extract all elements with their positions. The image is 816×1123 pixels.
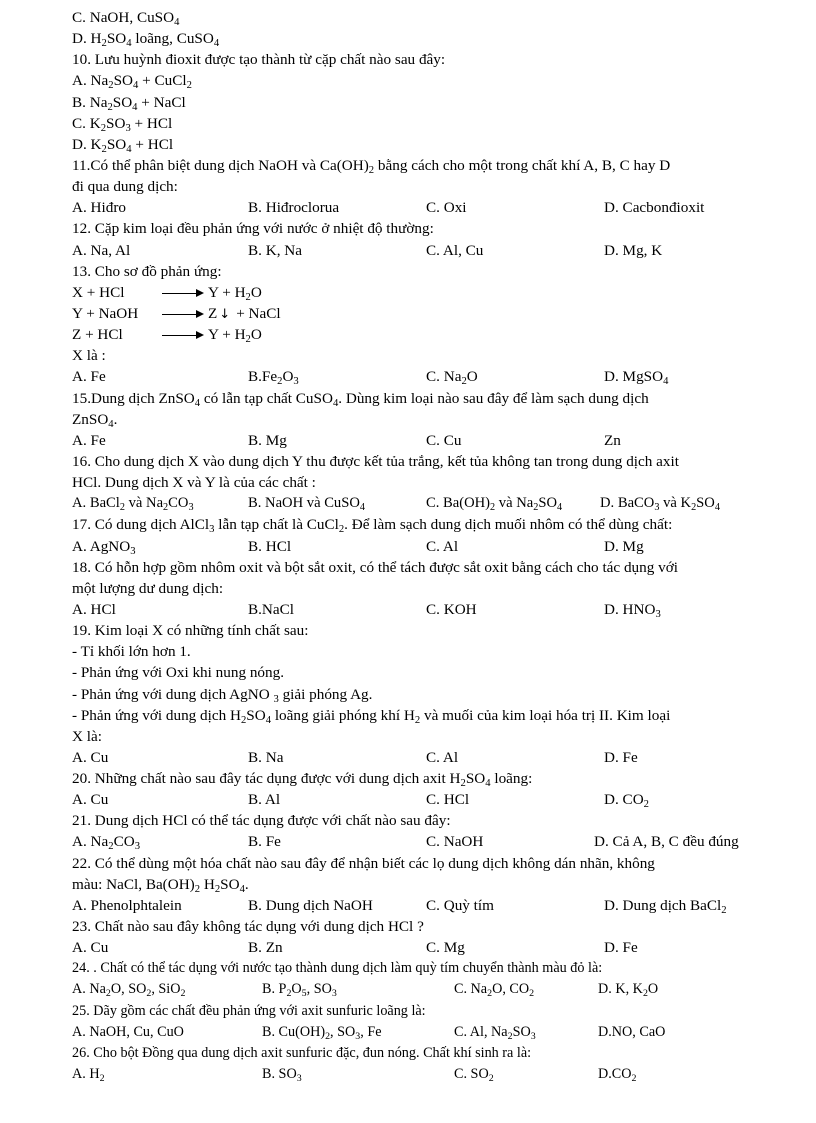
text-line: - Phản ứng với dung dịch AgNO $_3$ giải phóng Ag. bbox=[72, 685, 373, 705]
answer-option: C. Al, Cu bbox=[426, 241, 484, 259]
answer-option: C. Mg bbox=[426, 939, 465, 957]
answer-option: C. $SO_2$ bbox=[454, 1066, 494, 1085]
answer-option: B.NaCl bbox=[248, 600, 294, 618]
answer-option: C. Al, $Na_2SO_3$ bbox=[454, 1023, 536, 1042]
answer-option: A. $Na_2O$, $SO_2$, SiO$_2$ bbox=[72, 981, 186, 1000]
options-row bbox=[72, 895, 772, 916]
answer-option: B. $Cu(OH)_2$, $SO_3$, Fe bbox=[262, 1023, 382, 1042]
answer-option: D. $CO_2$ bbox=[604, 791, 649, 811]
text-line: A. $Na_2SO_4$ + CuCl$_2$ bbox=[72, 72, 192, 92]
text-line: - Tỉ khối lớn hơn 1. bbox=[72, 643, 191, 661]
answer-option: A. Cu bbox=[72, 791, 109, 809]
answer-option: D. Mg bbox=[604, 537, 644, 555]
answer-option: D. Mg, K bbox=[604, 241, 663, 259]
answer-option: B. Na bbox=[248, 748, 284, 766]
options-row bbox=[72, 831, 772, 852]
text-line: C. $K_2SO_3$ + HCl bbox=[72, 114, 173, 134]
answer-option: C. KOH bbox=[426, 600, 477, 618]
products: $Y + H_2O$ bbox=[208, 326, 262, 346]
answer-option: C. Cu bbox=[426, 431, 462, 449]
options-row bbox=[72, 366, 772, 387]
text-line: 24. . Chất có thể tác dụng với nước tạo thành dung dịch làm quỳ tím chuyển thành màu đỏ là: bbox=[72, 960, 603, 977]
text-line: D. $H_2SO_4$ loãng, CuSO$_4$ bbox=[72, 30, 220, 50]
answer-option: A. Fe bbox=[72, 368, 106, 386]
answer-option: B. Dung dịch NaOH bbox=[248, 896, 373, 914]
options-row bbox=[72, 599, 772, 620]
options-row bbox=[72, 1064, 772, 1085]
text-line: C. NaOH, CuSO$_4$ bbox=[72, 9, 180, 28]
answer-option: C. Al bbox=[426, 537, 459, 555]
answer-option: D. Fe bbox=[604, 748, 638, 766]
answer-option: D. $HNO_3$ bbox=[604, 600, 661, 620]
text-line: 13. Cho sơ đồ phản ứng: bbox=[72, 262, 222, 280]
text-line: 18. Có hỗn hợp gồm nhôm oxit và bột sắt oxit, có thể tách được sắt oxit bằng cách cho tác dụng với bbox=[72, 558, 678, 576]
answer-option: A. Fe bbox=[72, 431, 106, 449]
text-line: đi qua dung dịch: bbox=[72, 178, 178, 196]
reaction-line bbox=[72, 282, 772, 303]
reaction-arrow-icon bbox=[154, 303, 208, 324]
answer-option: A. NaOH, Cu, CuO bbox=[72, 1023, 184, 1040]
text-line: 16. Cho dung dịch X vào dung dịch Y thu được kết tủa trắng, kết tủa không tan trong dung dịch axit bbox=[72, 452, 679, 470]
answer-option: $B.Fe_2O_3$ bbox=[248, 368, 299, 388]
reactants: X + HCl bbox=[72, 283, 125, 301]
answer-option: D. Dung dịch BaCl$_2$ bbox=[604, 896, 727, 916]
text-line: 25. Dãy gồm các chất đều phản ứng với axit sunfuric loãng là: bbox=[72, 1002, 426, 1019]
answer-option: D. K, $K_2O$ bbox=[598, 981, 659, 1000]
answer-option: D. BaCO$_3$ và $K_2SO_4$ bbox=[600, 495, 720, 514]
answer-option: A. Cu bbox=[72, 748, 109, 766]
answer-option: B. Al bbox=[248, 791, 281, 809]
answer-option: D. Cacbonđioxit bbox=[604, 199, 705, 217]
answer-option: A. HCl bbox=[72, 600, 116, 618]
answer-option: A. Hiđro bbox=[72, 199, 126, 217]
answer-option: D. MgSO$_4$ bbox=[604, 368, 669, 388]
text-line: 15.Dung dịch ZnSO$_4$ có lẫn tạp chất CuSO$_4$. Dùng kim loại nào sau đây để làm sạch dung dịch bbox=[72, 389, 649, 409]
text-line: 12. Cặp kim loại đều phản ứng với nước ở nhiệt độ thường: bbox=[72, 220, 434, 238]
answer-option: A. $H_2$ bbox=[72, 1066, 105, 1085]
text-line: 26. Cho bột Đồng qua dung dịch axit sunfuric đặc, đun nóng. Chất khí sinh ra là: bbox=[72, 1044, 532, 1061]
text-line: một lượng dư dung dịch: bbox=[72, 579, 224, 597]
text-line: - Phản ứng với Oxi khi nung nóng. bbox=[72, 664, 285, 682]
answer-option: B. HCl bbox=[248, 537, 292, 555]
answer-option: A. Phenolphtalein bbox=[72, 896, 182, 914]
options-row bbox=[72, 430, 772, 451]
text-line: 19. Kim loại X có những tính chất sau: bbox=[72, 622, 309, 640]
answer-option: B. $SO_3$ bbox=[262, 1066, 302, 1085]
answer-option: A. BaCl$_2$ và $Na_2CO_3$ bbox=[72, 495, 194, 514]
options-row bbox=[72, 789, 772, 810]
answer-option: A. Na, Al bbox=[72, 241, 131, 259]
options-row bbox=[72, 240, 772, 261]
text-line: 22. Có thể dùng một hóa chất nào sau đây để nhận biết các lọ dung dịch không dán nhãn, không bbox=[72, 854, 655, 872]
document-page bbox=[72, 7, 772, 1085]
reaction-line bbox=[72, 324, 772, 345]
answer-option: Zn bbox=[604, 431, 621, 449]
text-line: 20. Những chất nào sau đây tác dụng được với dung dịch axit $H_2SO_4$ loãng: bbox=[72, 770, 533, 790]
reaction-arrow-icon bbox=[154, 324, 208, 345]
answer-option: D. Fe bbox=[604, 939, 638, 957]
text-line: màu: NaCl, $Ba(OH)_2$ $H_2SO_4$. bbox=[72, 875, 249, 895]
options-row bbox=[72, 937, 772, 958]
options-row bbox=[72, 197, 772, 218]
options-row bbox=[72, 747, 772, 768]
text-line: X là: bbox=[72, 727, 102, 745]
text-line: 21. Dung dịch HCl có thể tác dụng được với chất nào sau đây: bbox=[72, 812, 451, 830]
reactants: Y + NaOH bbox=[72, 304, 139, 322]
answer-option: C. Quỳ tím bbox=[426, 896, 494, 914]
text-line: D. $K_2SO_4$ + HCl bbox=[72, 135, 174, 155]
options-row bbox=[72, 536, 772, 557]
answer-option: B. NaOH và CuSO$_4$ bbox=[248, 495, 365, 514]
text-line: B. $Na_2SO_4$ + NaCl bbox=[72, 93, 186, 113]
answer-option: B. Zn bbox=[248, 939, 283, 957]
answer-option: D. Cả A, B, C đều đúng bbox=[594, 833, 739, 851]
answer-option: C. $Na_2O$ bbox=[426, 368, 478, 388]
answer-option: B. $P_2O_5$, $SO_3$ bbox=[262, 981, 337, 1000]
answer-option: A. $Na_2CO_3$ bbox=[72, 833, 141, 853]
text-line: 10. Lưu huỳnh đioxit được tạo thành từ cặp chất nào sau đây: bbox=[72, 51, 446, 69]
text-line: 23. Chất nào sau đây không tác dụng với dung dịch HCl ? bbox=[72, 918, 424, 936]
answer-option: B. Hiđroclorua bbox=[248, 199, 340, 217]
answer-option: A. Cu bbox=[72, 939, 109, 957]
products: $Y + H_2O$ bbox=[208, 283, 262, 303]
reactants: Z + HCl bbox=[72, 326, 123, 344]
answer-option: C. HCl bbox=[426, 791, 470, 809]
text-line: X là : bbox=[72, 347, 106, 365]
products: Z ↓ + NaCl bbox=[208, 304, 281, 322]
answer-option: C. $Ba(OH)_2$ và $Na_2SO_4$ bbox=[426, 495, 563, 514]
options-row bbox=[72, 979, 772, 1000]
answer-option: B. Fe bbox=[248, 833, 281, 851]
reaction-line bbox=[72, 303, 772, 324]
options-row bbox=[72, 493, 772, 514]
answer-option: B. Mg bbox=[248, 431, 287, 449]
reaction-arrow-icon bbox=[154, 282, 208, 303]
text-line: 17. Có dung dịch AlCl$_3$ lẫn tạp chất là CuCl$_2$. Để làm sạch dung dịch muối nhôm có thể dùng chất: bbox=[72, 516, 673, 536]
answer-option: B. K, Na bbox=[248, 241, 302, 259]
answer-option: C. Al bbox=[426, 748, 459, 766]
text-line: ZnSO$_4$. bbox=[72, 410, 118, 430]
answer-option: C. $Na_2O$, $CO_2$ bbox=[454, 981, 535, 1000]
answer-option: A. AgNO$_3$ bbox=[72, 537, 136, 557]
answer-option: C. NaOH bbox=[426, 833, 484, 851]
answer-option: $D.CO_2$ bbox=[598, 1066, 637, 1085]
options-row bbox=[72, 1022, 772, 1043]
text-line: HCl. Dung dịch X và Y là của các chất : bbox=[72, 474, 316, 492]
text-line: 11.Có thể phân biệt dung dịch NaOH và $Ca(OH)_2$ bằng cách cho một trong chất khí A, B, C hay D bbox=[72, 156, 671, 176]
text-line: - Phản ứng với dung dịch $H_2SO_4$ loãng giải phóng khí $H_2$ và muối của kim loại hóa trị II. Kim loại bbox=[72, 706, 671, 726]
answer-option: C. Oxi bbox=[426, 199, 467, 217]
answer-option: D.NO, CaO bbox=[598, 1023, 666, 1040]
